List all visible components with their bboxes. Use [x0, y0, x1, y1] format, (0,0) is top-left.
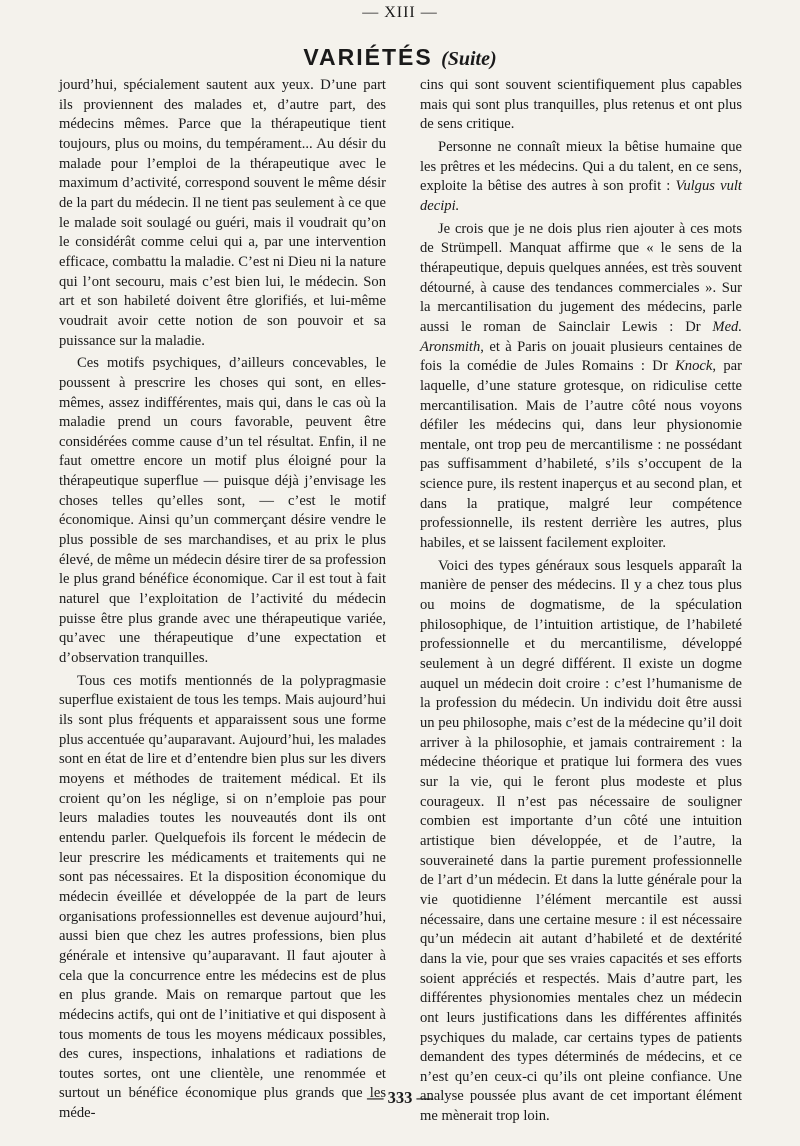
latin-quote: Vulgus vult decipi. [420, 178, 742, 214]
section-title-suffix: (Suite) [441, 48, 497, 70]
paragraph: Voici des types généraux sous lesquels apparaît la manière de penser des médecins. Il y a chez tous plus ou moins de dogmatisme, de la spéculation philosophique, de l’intuition artistique, de l’habileté professionnelle et du mercantilisme, développé seulement à un degré différent. Il existe un dogme auquel un médecin doit croire : c’est l’humanisme de la profession du médecin. Un individu doit être aussi un peu philosophe, mais c’est de la médecine qu’il doit arriver à la philosophie, et jamais contrairement : la médecine théorique et pratique lui formera des vues sur la vie, qui le feront plus modeste et plus courageux. Il n’est pas nécessaire de souligner combien est importante d’un côté une intuition artistique bien développée, et de l’autre, la souveraineté dans la partie purement professionnelle de l’art d’un médecin. Et dans la lutte générale pour la vie quotidienne l’élément mercantile est aussi nécessaire, dans une certaine mesure : il est nécessaire qu’un médecin ait autant d’habileté et de dextérité dans la vie, pour que ses vraies capacités et ses efforts soient appréciés et respectés. Mais d’autre part, les différentes physionomies mentales chez un médecin ont leurs justifications dans les différentes affinités psychiques du malade, car certains types de patients demandent des types déterminés de médecins, et ce n’est qu’en ceux-ci qu’ils ont pleine confiance. Une analyse poussée plus avant de cet important élément me mènerait trop loin. [420, 557, 742, 1125]
section-page-number: — XIII — [362, 4, 438, 21]
left-column [59, 76, 386, 1122]
paragraph: Tous ces motifs mentionnés de la polypragmasie superflue existaient de tous les temps. Mais aujourd’hui ils sont plus fréquents et apparaissent sous une forme plus accentuée qu’auparavant. Aujourd’hui, les malades sont en état de lire et d’entendre bien plus sur les divers moyens et méthodes de traitement médical. Et ils croient qu’on les néglige, si on n’emploie pas pour leurs maladies toutes les nouveautés dont ils ont entendu parler. Quelquefois ils forcent le médecin de leur prescrire les médicaments et traitements qui ne sont pas nécessaires. Et la disposition économique du médecin éveillée et développée de la part de leurs organisations professionnelles est devenue aujourd’hui, aussi bien que chez les autres professions, bien plus générale et intensive qu’auparavant. Il faut ajouter à cela que la concurrence entre les médecins est de plus en plus grande. Mais on remarque partout que les médecins actifs, qui ont de l’initiative et qui disposent à tous moments de tous les moyens médicaux possibles, des cures, inspections, inhalations et radiations de toutes sortes, ont une clientèle, une renommée et surtout un bénéfice économique plus grands que les méde- [59, 672, 386, 1122]
paragraph-text: Je crois que je ne dois plus rien ajouter à ces mots de Strümpell. Manquat affirme que « le sens de la thérapeutique, depuis quelques années, est très souvent détourné, à cause des tendances commerciales ». Sur la mercantilisation du jugement des médecins, parle aussi le roman de Sainclair Lewis : [420, 220, 742, 335]
title-abbrev: Dr [652, 358, 668, 375]
book-title: Med. Aronsmith [420, 318, 743, 355]
paragraph-text: , par laquelle, d’une stature grotesque, on ridiculise cette mercantilisation. Mais de l’autre côté nous voyons défiler les médecins qui, dans leur physionomie mentale, ont trop peu de mercantilisme : ne possédant pas suffisamment d’habileté, s’ils s’occupent de la science pure, ils restent inaperçus et au second plan, et dans la pratique, malgré leur compétence professionnelle, ils restent derrière les autres, plus habiles, et se laissent facilement exploiter. [420, 358, 743, 552]
play-title: Knock [667, 358, 713, 375]
page-number: — 333 — [367, 1088, 433, 1107]
paragraph: jourd’hui, spécialement sautent aux yeux. D’une part ils proviennent des malades et, d’autre part, des médecins mêmes. Parce que la thérapeutique tient toujours, plus ou moins, du tempérament... Au désir du malade pour l’emploi de la thérapeutique avec le maximum d’activité, correspond souvent le même désir de la part du médecin. Il ne tient pas seulement à ce que le malade soit soulagé ou guéri, mais il voudrait qu’on le considérât comme celui qui a, par une intervention efficace, combattu la maladie. C’est ni Dieu ni la nature qui l’ont secouru, mais c’est bien lui, le médecin. Son art et son habileté doivent être glorifiés, et lui-même voudrait avoir cette notion de son pouvoir et sa puissance sur la maladie. [59, 77, 386, 349]
paragraph: Ces motifs psychiques, d’ailleurs concevables, le poussent à prescrire les choses qui sont, en elles-mêmes, assez indifférentes, mais qui, dans le cas où la maladie prend un cours favorable, peuvent être considérées comme cause d’un tel résultat. Enfin, il ne faut omettre encore un motif plus éloigné pour la thérapeutique superflue — puisque déjà j’envisage les choses telles qu’elles sont, — c’est le motif économique. Ainsi qu’un commerçant désire vendre le plus possible de ses marchandises, et au prix le plus élevé, de même un médecin désire tirer de sa profession le plus grand bénéfice économique. Car il est tout à fait naturel que l’exploitation de l’activité du médecin puisse être plus grande avec une thérapeutique variée, qu’avec une thérapeutique d’une expectation et d’observation tranquilles. [59, 355, 386, 667]
paragraph [420, 138, 742, 217]
right-column [420, 76, 743, 1125]
section-title [0, 44, 800, 71]
title-abbrev: Dr [685, 318, 701, 335]
paragraph [420, 220, 742, 554]
section-title-text: VARIÉTÉS [303, 44, 433, 70]
paragraph-text: , et à Paris on jouait plusieurs centaines de fois la comédie de Jules Romains : [420, 338, 742, 375]
paragraph: cins qui sont souvent scientifiquement plus capables mais qui sont plus tranquilles, plus retenus et ont plus de sens critique. [420, 77, 742, 133]
paragraph-text: Personne ne connaît mieux la bêtise humaine que les prêtres et les médecins. Qui a du talent, en ce sens, exploite la bêtise des autres à son profit : [420, 138, 742, 195]
